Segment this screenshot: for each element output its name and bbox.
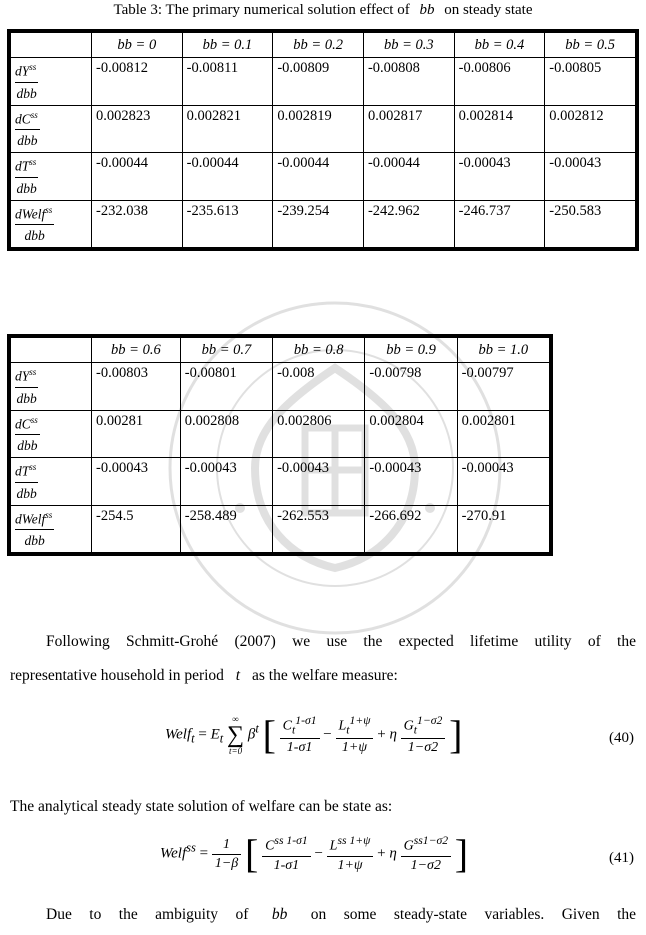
table-cell: -242.962 — [363, 200, 454, 248]
table-cell: -235.613 — [182, 200, 273, 248]
table-cell: -0.00044 — [273, 153, 364, 201]
table-cell: -232.038 — [92, 200, 183, 248]
column-header: bb = 0.5 — [545, 33, 636, 58]
column-header: bb = 1.0 — [457, 338, 549, 363]
table-cell: -0.00043 — [545, 153, 636, 201]
equation-number: (41) — [609, 850, 634, 866]
table-cell: -250.583 — [545, 200, 636, 248]
table-cell: -258.489 — [180, 505, 272, 553]
table-cell: -246.737 — [454, 200, 545, 248]
results-table-part-2 — [10, 337, 550, 553]
table-cell: 0.002814 — [454, 105, 545, 153]
column-header: bb = 0.2 — [273, 33, 364, 58]
row-label: $\frac{dC^{ss}}{\text{dbb}}$ — [11, 105, 92, 153]
table-cell: -0.00043 — [454, 153, 545, 201]
table-cell: 0.00281 — [92, 410, 181, 458]
table-cell: -0.00808 — [363, 58, 454, 106]
table-row — [11, 505, 550, 553]
table-cell: 0.002819 — [273, 105, 364, 153]
table-cell: -0.00043 — [273, 458, 365, 506]
paragraph-steady-state: The analytical steady state solution of welfare can be state as: — [10, 798, 393, 815]
table-header-row — [11, 338, 550, 363]
table-header-row — [11, 33, 636, 58]
table-cell: -262.553 — [273, 505, 365, 553]
table-row — [11, 410, 550, 458]
column-header: bb = 0.4 — [454, 33, 545, 58]
table-cell: -0.00809 — [273, 58, 364, 106]
table-cell: -266.692 — [365, 505, 457, 553]
table-row — [11, 105, 636, 153]
row-label: $\frac{dT^{ss}}{\text{dbb}}$ — [11, 458, 92, 506]
table-cell: -0.00811 — [182, 58, 273, 106]
table-cell: -270.91 — [457, 505, 549, 553]
column-header: bb = 0.8 — [273, 338, 365, 363]
table-cell: -0.00043 — [180, 458, 272, 506]
row-label: $\frac{dT^{ss}}{\text{dbb}}$ — [11, 153, 92, 201]
table-cell: -0.00044 — [182, 153, 273, 201]
table-cell: -0.00044 — [92, 153, 183, 201]
table-cell: -0.00797 — [457, 363, 549, 411]
table-cell: 0.002804 — [365, 410, 457, 458]
table-cell: -0.00043 — [365, 458, 457, 506]
table-cell: -239.254 — [273, 200, 364, 248]
table-cell: -0.00798 — [365, 363, 457, 411]
corner-cell — [11, 33, 92, 58]
table-row — [11, 153, 636, 201]
paragraph-welfare-measure: Following Schmitt-Grohé (2007) we use the expected lifetime utility of the representative household in period t as the welfare measure: — [10, 633, 636, 684]
equation-40: Welf$_t$ = $E_t$ ∞ ∑ t=0 $\beta^t$ [ $\frac{C_t^{1-\sigma 1}}{1-\sigma 1}$ − $\frac{L_t^{1+\psi}}{1+\psi}$ + η $\frac{G_t^{1-\sigma 2}}{1-\sigma 2}$ ] (40) — [165, 712, 634, 757]
row-label: $\frac{dY^{ss}}{\text{dbb}}$ — [11, 363, 92, 411]
table-row — [11, 458, 550, 506]
row-label: $\frac{dC^{ss}}{\text{dbb}}$ — [11, 410, 92, 458]
row-label: $\frac{dWelf^{ss}}{\text{dbb}}$ — [11, 200, 92, 248]
table-cell: -0.00806 — [454, 58, 545, 106]
table-cell: 0.002821 — [182, 105, 273, 153]
table-cell: -0.00803 — [92, 363, 181, 411]
table-caption: Table 3: The primary numerical solution effect of bb on steady state — [113, 2, 533, 18]
table-cell: -0.00801 — [180, 363, 272, 411]
table-cell: -0.008 — [273, 363, 365, 411]
table-cell: -0.00812 — [92, 58, 183, 106]
column-header: bb = 0.6 — [92, 338, 181, 363]
table-cell: 0.002801 — [457, 410, 549, 458]
row-label: $\frac{dY^{ss}}{\text{dbb}}$ — [11, 58, 92, 106]
table-row — [11, 58, 636, 106]
table-cell: 0.002823 — [92, 105, 183, 153]
table-row — [11, 200, 636, 248]
column-header: bb = 0 — [92, 33, 183, 58]
results-table-part-1 — [10, 32, 636, 248]
table-cell: 0.002806 — [273, 410, 365, 458]
table-cell: 0.002808 — [180, 410, 272, 458]
equation-number: (40) — [609, 730, 634, 746]
paragraph-ambiguity: Due to the ambiguity of bb on some steady-state variables. Given the — [46, 906, 636, 923]
table-row — [11, 363, 550, 411]
column-header: bb = 0.7 — [180, 338, 272, 363]
column-header: bb = 0.3 — [363, 33, 454, 58]
table-cell: -254.5 — [92, 505, 181, 553]
equation-41: Welf$^{ss}$ = $\frac{1}{1-\beta}$ [ $C^{ss 1-\sigma 1}$ 1-σ1 − $L^{ss 1+\psi}$ 1+ψ + η $G^{ss1-\sigma 2}$ 1−σ2 ] (41) — [160, 831, 634, 876]
table-cell: -0.00043 — [457, 458, 549, 506]
column-header: bb = 0.1 — [182, 33, 273, 58]
column-header: bb = 0.9 — [365, 338, 457, 363]
table-cell: -0.00805 — [545, 58, 636, 106]
caption-variable: bb — [419, 2, 435, 18]
table-cell: -0.00044 — [363, 153, 454, 201]
table-cell: 0.002812 — [545, 105, 636, 153]
table-cell: 0.002817 — [363, 105, 454, 153]
corner-cell — [11, 338, 92, 363]
table-cell: -0.00043 — [92, 458, 181, 506]
row-label: $\frac{dWelf^{ss}}{\text{dbb}}$ — [11, 505, 92, 553]
